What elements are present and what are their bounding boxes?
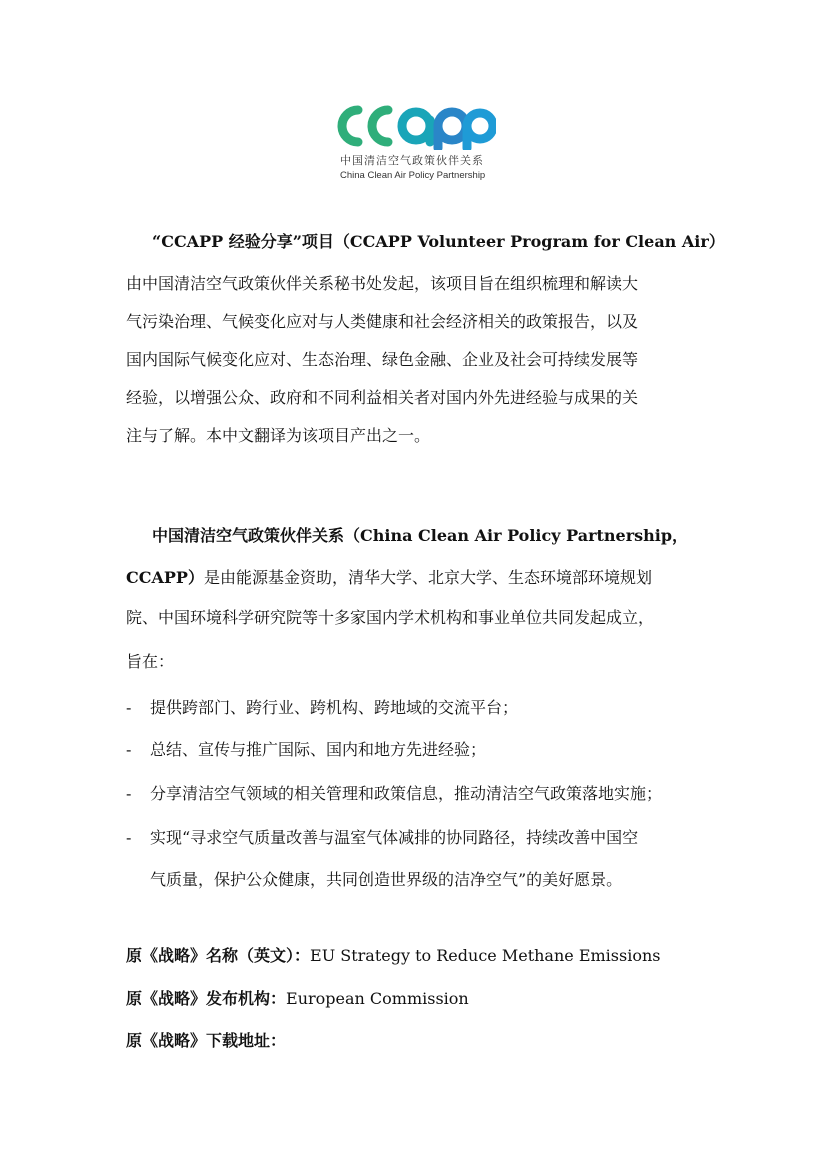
dash-bullet: - [126,740,132,759]
aim-item [126,772,716,816]
meta-publisher-value: European Commission [286,989,469,1008]
intro-line: 由中国清洁空气政策伙伴关系秘书处发起，该项目旨在组织梳理和解读大 [126,274,639,293]
logo-name-en: China Clean Air Policy Partnership [340,170,486,181]
aim-text: 分享清洁空气领域的相关管理和政策信息，推动清洁空气政策落地实施； [150,784,663,803]
meta-publisher-label: 原《战略》发布机构： [126,989,287,1008]
ccapp-logo [336,102,496,186]
meta-download-label: 原《战略》下载地址： [126,1031,287,1050]
about-line: 旨在： [126,652,175,671]
intro-title: “CCAPP 经验分享”项目（CCAPP Volunteer Program for Clean Air） [152,232,725,251]
aim-text: 实现“寻求空气质量改善与温室气体减排的协同路径，持续改善中国空 [150,828,639,847]
meta-name-label: 原《战略》名称（英文）： [126,946,311,965]
about-title: 中国清洁空气政策伙伴关系（China Clean Air Policy Partnership， [152,526,689,545]
about-acronym: CCAPP） [126,568,204,587]
about-line [126,560,706,596]
about-line-rest: 是由能源基金资助，清华大学、北京大学、生态环境部环境规划 [203,568,652,587]
aim-item [126,816,716,860]
intro-line: 经验，以增强公众、政府和不同利益相关者对国内外先进经验与成果的关 [126,388,639,407]
logo-name-cn: 中国清洁空气政策伙伴关系 [340,154,484,167]
meta-publisher [126,988,726,1010]
dash-bullet: - [126,698,132,717]
aim-continuation: 气质量，保护公众健康，共同创造世界级的洁净空气”的美好愿景。 [150,870,623,889]
intro-line: 气污染治理、气候变化应对与人类健康和社会经济相关的政策报告，以及 [126,312,639,331]
aim-item [126,686,716,730]
aim-item [126,728,716,772]
meta-download [126,1030,726,1052]
meta-name [126,945,726,967]
intro-line: 注与了解。本中文翻译为该项目产出之一。 [126,426,431,445]
dash-bullet: - [126,828,132,847]
aim-text: 提供跨部门、跨行业、跨机构、跨地域的交流平台； [150,698,519,717]
ccapp-wordmark-icon [336,102,496,150]
intro-line: 国内国际气候变化应对、生态治理、绿色金融、企业及社会可持续发展等 [126,350,639,369]
about-line: 院、中国环境科学研究院等十多家国内学术机构和事业单位共同发起成立， [126,608,655,627]
aim-text: 总结、宣传与推广国际、国内和地方先进经验； [150,740,487,759]
meta-name-value: EU Strategy to Reduce Methane Emissions [310,946,661,965]
dash-bullet: - [126,784,132,803]
